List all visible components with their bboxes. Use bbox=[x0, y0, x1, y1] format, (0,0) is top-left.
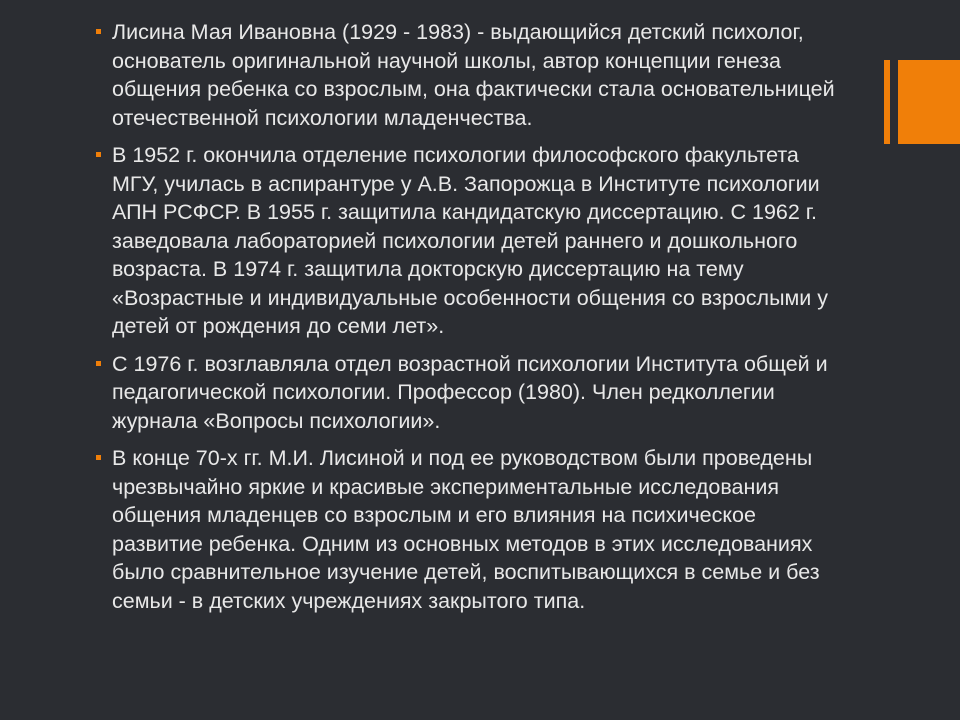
bullet-item-2 bbox=[96, 141, 846, 341]
bullet-item-4 bbox=[96, 444, 846, 615]
square-bullet-icon bbox=[96, 455, 101, 460]
bullet-item-3 bbox=[96, 350, 846, 436]
bullet-list bbox=[96, 18, 846, 624]
bullet-text-3: С 1976 г. возглавляла отдел возрастной психологии Института общей и педагогической психологии. Профессор (1980). Член редколлегии журнала «Вопросы психологии». bbox=[112, 351, 828, 433]
bullet-text-2: В 1952 г. окончила отделение психологии философского факультета МГУ, училась в аспирантуре у А.В. Запорожца в Институте психологии АПН РСФСР. В 1955 г. защитила кандидатскую диссертацию. С 1962 г. заведовала лабораторией психологии детей раннего и дошкольного возраста. В 1974 г. защитила докторскую диссертацию на тему «Возрастные и индивидуальные особенности общения со взрослыми у детей от рождения до семи лет». bbox=[112, 143, 829, 338]
bullet-text-1: Лисина Мая Ивановна (1929 - 1983) - выдающийся детский психолог, основатель оригинальной научной школы, автор концепции генеза общения ребенка со взрослым, она фактически стала основательницей отечественной психологии младенчества. bbox=[112, 20, 835, 130]
accent-bar-block bbox=[898, 60, 960, 144]
square-bullet-icon bbox=[96, 361, 101, 366]
square-bullet-icon bbox=[96, 152, 101, 157]
bullet-text-4: В конце 70-х гг. М.И. Лисиной и под ее руководством были проведены чрезвычайно яркие и красивые экспериментальные исследования общения младенцев со взрослым и его влияния на психическое развитие ребенка. Одним из основных методов в этих исследованиях было сравнительное изучение детей, воспитывающихся в семье и без семьи - в детских учреждениях закрытого типа. bbox=[112, 446, 820, 613]
accent-bar-thin bbox=[884, 60, 890, 144]
bullet-item-1 bbox=[96, 18, 846, 132]
square-bullet-icon bbox=[96, 29, 101, 34]
